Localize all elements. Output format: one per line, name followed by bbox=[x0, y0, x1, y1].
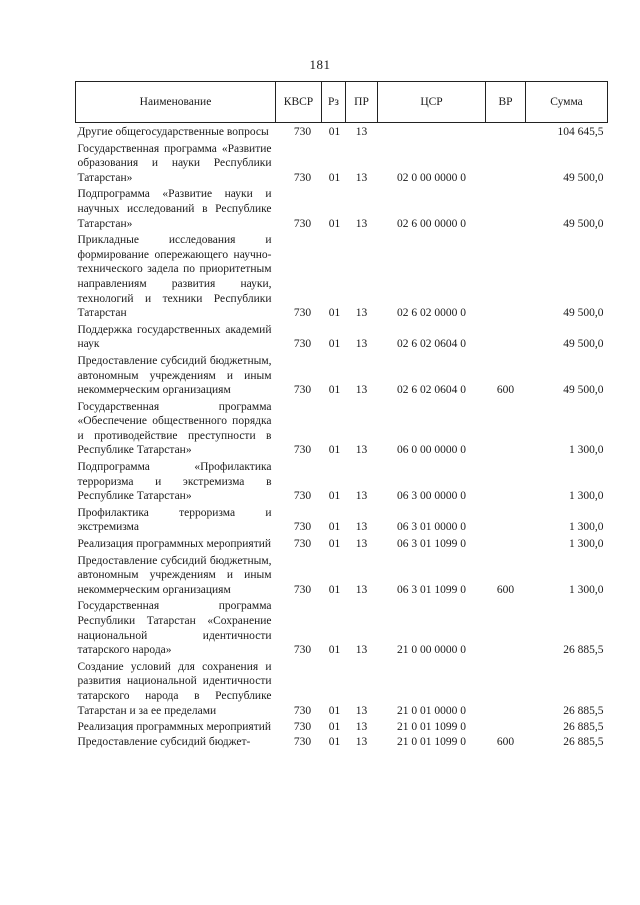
row-pr: 13 bbox=[355, 521, 368, 534]
row-kvsr: 730 bbox=[293, 538, 312, 551]
row-csr bbox=[378, 123, 486, 140]
table-row bbox=[76, 398, 608, 458]
table-row bbox=[76, 352, 608, 398]
row-sum: 1 300,0 bbox=[569, 444, 604, 457]
row-vr bbox=[486, 504, 526, 535]
row-rz: 01 bbox=[328, 735, 341, 748]
row-vr bbox=[486, 185, 526, 231]
budget-table bbox=[75, 81, 608, 749]
row-sum: 26 885,5 bbox=[563, 644, 604, 657]
row-rz: 01 bbox=[328, 490, 341, 503]
row-kvsr: 730 bbox=[293, 384, 312, 397]
row-rz: 01 bbox=[328, 384, 341, 397]
row-pr: 13 bbox=[355, 583, 368, 596]
row-rz: 01 bbox=[328, 721, 341, 734]
table-row bbox=[76, 658, 608, 718]
row-csr: 02 6 00 0000 0 bbox=[397, 217, 466, 230]
row-kvsr: 730 bbox=[293, 338, 312, 351]
row-name: Поддержка государственных академий наук bbox=[77, 323, 272, 351]
row-kvsr: 730 bbox=[293, 126, 312, 138]
row-rz: 01 bbox=[328, 444, 341, 457]
row-vr bbox=[486, 718, 526, 735]
row-vr bbox=[486, 458, 526, 504]
header-vr: ВР bbox=[486, 82, 526, 123]
row-pr: 13 bbox=[355, 338, 368, 351]
row-pr: 13 bbox=[355, 126, 368, 138]
row-name: Предоставление субсидий бюджетным, автономным учреждениям и иным некоммерческим организациям bbox=[77, 554, 272, 596]
row-name: Подпрограмма «Развитие науки и научных исследований в Республике Татарстан» bbox=[77, 188, 272, 230]
row-rz: 01 bbox=[328, 538, 341, 551]
header-csr: ЦСР bbox=[378, 82, 486, 123]
row-pr: 13 bbox=[355, 444, 368, 457]
row-name: Прикладные исследования и формирование опережающего научно-технического задела по приоритетным направлениям развития науки, технологий и техники Республики Татарстан bbox=[77, 234, 272, 320]
row-kvsr: 730 bbox=[293, 583, 312, 596]
row-sum: 104 645,5 bbox=[557, 126, 604, 138]
row-kvsr: 730 bbox=[293, 704, 312, 717]
row-pr: 13 bbox=[355, 307, 368, 320]
row-pr: 13 bbox=[355, 644, 368, 657]
row-name: Государственная программа «Развитие образования и науки Республики Татарстан» bbox=[77, 142, 272, 184]
row-vr: 600 bbox=[496, 735, 515, 748]
row-vr bbox=[486, 231, 526, 321]
row-rz: 01 bbox=[328, 583, 341, 596]
row-vr bbox=[486, 658, 526, 718]
table-row bbox=[76, 231, 608, 321]
row-name: Предоставление субсидий бюджет- bbox=[77, 735, 251, 748]
row-vr bbox=[486, 398, 526, 458]
row-pr: 13 bbox=[355, 735, 368, 748]
table-row bbox=[76, 321, 608, 352]
row-pr: 13 bbox=[355, 490, 368, 503]
row-csr: 06 3 01 1099 0 bbox=[397, 538, 466, 551]
table-row bbox=[76, 140, 608, 186]
row-name: Реализация программных мероприятий bbox=[77, 721, 272, 734]
row-rz: 01 bbox=[328, 307, 341, 320]
row-sum: 1 300,0 bbox=[569, 521, 604, 534]
row-csr: 02 6 02 0000 0 bbox=[397, 307, 466, 320]
row-vr bbox=[486, 140, 526, 186]
table-row bbox=[76, 597, 608, 657]
row-kvsr: 730 bbox=[293, 490, 312, 503]
row-csr: 06 3 01 0000 0 bbox=[397, 521, 466, 534]
header-sum: Сумма bbox=[526, 82, 608, 123]
row-sum: 1 300,0 bbox=[569, 583, 604, 596]
row-sum: 26 885,5 bbox=[563, 735, 604, 748]
row-sum: 26 885,5 bbox=[563, 721, 604, 734]
row-rz: 01 bbox=[328, 644, 341, 657]
row-csr: 02 6 02 0604 0 bbox=[397, 384, 466, 397]
row-rz: 01 bbox=[328, 126, 341, 138]
table-row bbox=[76, 552, 608, 598]
row-rz: 01 bbox=[328, 521, 341, 534]
row-kvsr: 730 bbox=[293, 521, 312, 534]
table-body bbox=[76, 123, 608, 750]
row-kvsr: 730 bbox=[293, 444, 312, 457]
row-pr: 13 bbox=[355, 217, 368, 230]
row-pr: 13 bbox=[355, 171, 368, 184]
row-name: Подпрограмма «Профилактика терроризма и экстремизма в Республике Татарстан» bbox=[77, 461, 272, 503]
row-name: Государственная программа Республики Татарстан «Сохранение национальной идентичности татарского народа» bbox=[77, 600, 272, 657]
row-sum: 49 500,0 bbox=[563, 384, 604, 397]
row-pr: 13 bbox=[355, 538, 368, 551]
row-pr: 13 bbox=[355, 721, 368, 734]
row-kvsr: 730 bbox=[293, 735, 312, 748]
row-rz: 01 bbox=[328, 338, 341, 351]
table-row bbox=[76, 123, 608, 140]
row-vr bbox=[486, 123, 526, 140]
table-header bbox=[76, 82, 608, 123]
row-csr: 02 0 00 0000 0 bbox=[397, 171, 466, 184]
row-sum: 1 300,0 bbox=[569, 538, 604, 551]
row-sum: 49 500,0 bbox=[563, 171, 604, 184]
table-row bbox=[76, 735, 608, 750]
row-rz: 01 bbox=[328, 171, 341, 184]
row-csr: 06 3 01 1099 0 bbox=[397, 583, 466, 596]
row-sum: 49 500,0 bbox=[563, 307, 604, 320]
row-vr bbox=[486, 321, 526, 352]
table-row bbox=[76, 535, 608, 552]
row-sum: 1 300,0 bbox=[569, 490, 604, 503]
row-vr bbox=[486, 535, 526, 552]
row-vr: 600 bbox=[496, 583, 515, 596]
row-kvsr: 730 bbox=[293, 644, 312, 657]
row-csr: 21 0 00 0000 0 bbox=[397, 644, 466, 657]
header-kvsr: КВСР bbox=[276, 82, 322, 123]
row-sum: 49 500,0 bbox=[563, 338, 604, 351]
row-name: Другие общегосударственные вопросы bbox=[77, 126, 269, 138]
table-row bbox=[76, 458, 608, 504]
row-kvsr: 730 bbox=[293, 217, 312, 230]
table-row bbox=[76, 718, 608, 735]
row-csr: 21 0 01 0000 0 bbox=[397, 704, 466, 717]
row-sum: 26 885,5 bbox=[563, 704, 604, 717]
row-sum: 49 500,0 bbox=[563, 217, 604, 230]
table-row bbox=[76, 185, 608, 231]
row-rz: 01 bbox=[328, 217, 341, 230]
header-rz: Рз bbox=[322, 82, 346, 123]
row-kvsr: 730 bbox=[293, 171, 312, 184]
row-pr: 13 bbox=[355, 384, 368, 397]
row-kvsr: 730 bbox=[293, 721, 312, 734]
page-number: 181 bbox=[309, 57, 331, 72]
row-pr: 13 bbox=[355, 704, 368, 717]
row-vr: 600 bbox=[496, 384, 515, 397]
row-name: Создание условий для сохранения и развития национальной идентичности татарского народа в Республике Татарстан и за ее пределами bbox=[77, 660, 272, 717]
table-row bbox=[76, 504, 608, 535]
row-csr: 21 0 01 1099 0 bbox=[397, 721, 466, 734]
row-csr: 21 0 01 1099 0 bbox=[397, 735, 466, 748]
row-name: Предоставление субсидий бюджетным, автономным учреждениям и иным некоммерческим организациям bbox=[77, 354, 272, 397]
row-name: Профилактика терроризма и экстремизма bbox=[77, 506, 272, 534]
row-vr bbox=[486, 597, 526, 657]
row-kvsr: 730 bbox=[293, 307, 312, 320]
header-name: Наименование bbox=[76, 82, 276, 123]
row-name: Реализация программных мероприятий bbox=[77, 538, 272, 551]
row-rz: 01 bbox=[328, 704, 341, 717]
row-csr: 06 3 00 0000 0 bbox=[397, 490, 466, 503]
row-csr: 06 0 00 0000 0 bbox=[397, 444, 466, 457]
row-name: Государственная программа «Обеспечение общественного порядка и противодействие преступности в Республике Татарстан» bbox=[77, 400, 272, 457]
row-csr: 02 6 02 0604 0 bbox=[397, 338, 466, 351]
header-pr: ПР bbox=[346, 82, 378, 123]
